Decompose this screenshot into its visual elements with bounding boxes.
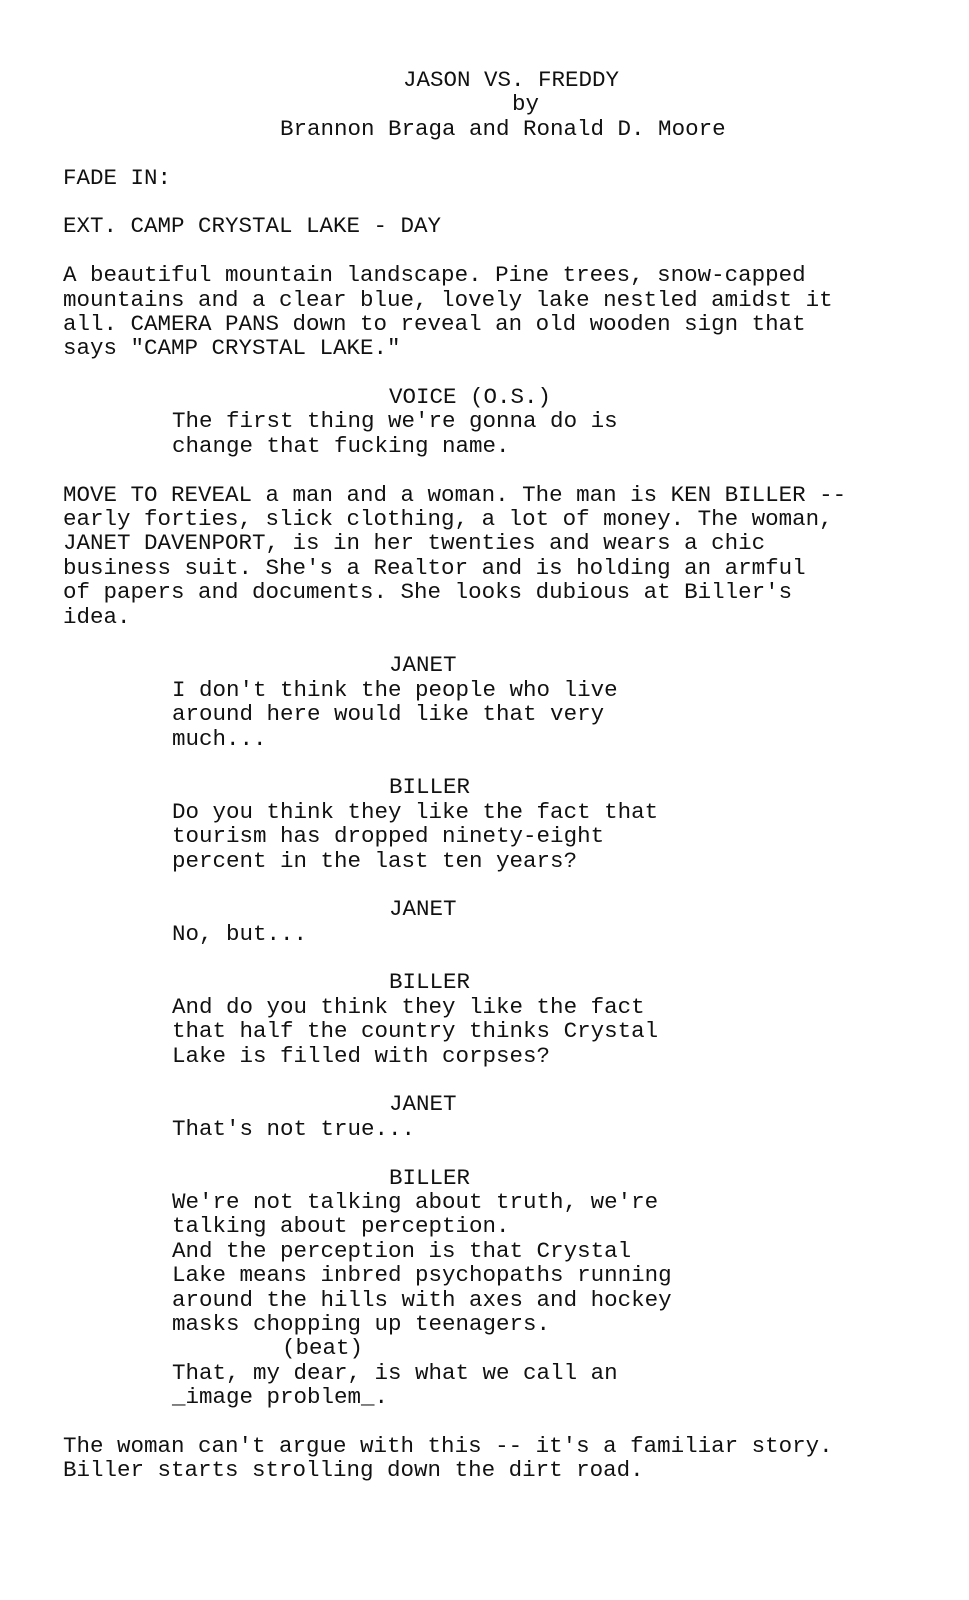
action-line: Biller starts strolling down the dirt road. xyxy=(63,1457,644,1484)
character-cue: BILLER xyxy=(389,774,471,801)
dialogue-line: that half the country thinks Crystal xyxy=(172,1018,659,1045)
spacer xyxy=(0,458,969,482)
screenplay-page xyxy=(0,68,969,1483)
parenthetical: (beat) xyxy=(282,1335,364,1362)
script-authors: Brannon Braga and Ronald D. Moore xyxy=(280,115,726,142)
dialogue-line: around the hills with axes and hockey xyxy=(172,1286,672,1313)
action-line: mountains and a clear blue, lovely lake nestled amidst it xyxy=(63,286,833,313)
action-line: MOVE TO REVEAL a man and a woman. The man is KEN BILLER -- xyxy=(63,481,847,508)
character-cue: JANET xyxy=(389,652,457,679)
dialogue-line: tourism has dropped ninety-eight xyxy=(172,823,605,850)
spacer xyxy=(0,629,969,653)
action-line: The woman can't argue with this -- it's a familiar story. xyxy=(63,1432,833,1459)
dialogue-line: Lake means inbred psychopaths running xyxy=(172,1262,672,1289)
character-cue: VOICE (O.S.) xyxy=(389,384,552,411)
dialogue-line: That's not true... xyxy=(172,1115,416,1142)
action-line: says "CAMP CRYSTAL LAKE." xyxy=(63,335,401,362)
spacer xyxy=(0,361,969,385)
script-title: JASON VS. FREDDY xyxy=(403,67,620,93)
action-line: idea. xyxy=(63,603,131,630)
dialogue-line: Do you think they like the fact that xyxy=(172,798,659,825)
action-paragraph xyxy=(0,483,969,629)
action-line: early forties, slick clothing, a lot of money. The woman, xyxy=(63,506,833,533)
scene-heading: EXT. CAMP CRYSTAL LAKE - DAY xyxy=(63,213,442,240)
character-cue: JANET xyxy=(389,1091,457,1118)
dialogue-line: around here would like that very xyxy=(172,701,605,728)
dialogue-line: talking about perception. xyxy=(172,1213,510,1240)
action-line: A beautiful mountain landscape. Pine trees, snow-capped xyxy=(63,262,806,289)
dialogue-line: change that fucking name. xyxy=(172,432,510,459)
spacer xyxy=(0,946,969,970)
spacer xyxy=(0,873,969,897)
character-cue: BILLER xyxy=(389,1164,471,1191)
dialogue-line: Lake is filled with corpses? xyxy=(172,1042,551,1069)
action-line: of papers and documents. She looks dubious at Biller's xyxy=(63,579,793,606)
dialogue-line: I don't think the people who live xyxy=(172,676,618,703)
dialogue-line: percent in the last ten years? xyxy=(172,847,578,874)
dialogue-line: No, but... xyxy=(172,920,308,947)
action-paragraph xyxy=(0,263,969,361)
action-line: JANET DAVENPORT, is in her twenties and wears a chic xyxy=(63,530,766,557)
dialogue-line: _image problem_. xyxy=(172,1384,389,1411)
spacer xyxy=(0,1068,969,1092)
dialogue-line: much... xyxy=(172,725,267,752)
dialogue-line: And the perception is that Crystal xyxy=(172,1237,632,1264)
spacer xyxy=(0,751,969,775)
character-cue: BILLER xyxy=(389,969,471,996)
transition: FADE IN: xyxy=(63,164,172,191)
dialogue-line: That, my dear, is what we call an xyxy=(172,1359,618,1386)
spacer xyxy=(0,1141,969,1165)
character-cue: JANET xyxy=(389,896,457,923)
action-line: all. CAMERA PANS down to reveal an old wooden sign that xyxy=(63,310,806,337)
spacer xyxy=(0,1409,969,1433)
spacer xyxy=(0,190,969,214)
dialogue-line: masks chopping up teenagers. xyxy=(172,1310,551,1337)
dialogue-line: We're not talking about truth, we're xyxy=(172,1188,659,1215)
spacer xyxy=(0,141,969,165)
action-paragraph xyxy=(0,1434,969,1483)
action-line: business suit. She's a Realtor and is holding an armful xyxy=(63,554,806,581)
dialogue-line: The first thing we're gonna do is xyxy=(172,408,618,435)
spacer xyxy=(0,239,969,263)
dialogue-line: And do you think they like the fact xyxy=(172,993,645,1020)
script-byline: by xyxy=(512,91,540,118)
